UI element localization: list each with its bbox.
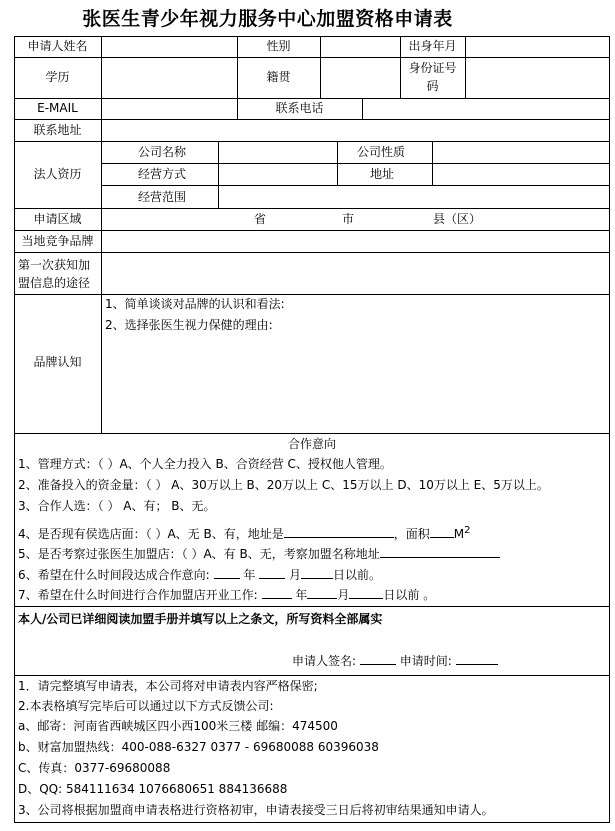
note-line: D、QQ: 584111634 1076680651 884136688	[18, 782, 288, 796]
note-line: a、邮寄：河南省西峡城区四小西100米三楼 邮编：474500	[18, 719, 338, 733]
county-label: 县（区）	[433, 212, 482, 226]
brand-question-2: 2、选择张医生视力保健的理由:	[105, 318, 273, 332]
intent-question-5-text: 5、是否考察过张医生加盟店：（ ）A、有 B、无，考察加盟名称地址	[18, 547, 380, 561]
company-nature-label: 公司性质	[357, 145, 406, 159]
row-divider	[14, 141, 610, 142]
note-line: C、传真：0377-69680088	[18, 761, 171, 775]
email-label: E-MAIL	[37, 101, 78, 115]
competitor-label: 当地竞争品牌	[21, 234, 94, 248]
intent-question-4-area: ，面积	[393, 527, 430, 541]
note-line: b、财富加盟热线：400-088-6327 0377 - 69680088 60396038	[18, 740, 379, 754]
brand-question-1: 1、简单谈谈对品牌的认识和看法:	[105, 297, 285, 311]
intent-question-6	[18, 567, 381, 583]
city-label: 市	[342, 212, 355, 226]
signature-label: 申请人签名:	[292, 654, 357, 668]
id-number-label: 身份证号	[408, 61, 457, 75]
region-label: 申请区域	[33, 212, 82, 226]
application-time-label: 申请时间:	[399, 654, 452, 668]
col-divider	[101, 36, 102, 433]
row-divider	[14, 294, 610, 295]
company-name-label: 公司名称	[138, 145, 187, 159]
q6-day-blank[interactable]	[301, 567, 333, 579]
address-label: 联系地址	[33, 123, 82, 137]
gender-label: 性别	[266, 39, 291, 53]
intent-question-7	[18, 587, 435, 603]
row-divider	[14, 57, 610, 58]
operation-mode-label: 经营方式	[138, 167, 187, 181]
q7-day-blank[interactable]	[349, 587, 383, 599]
education-label: 学历	[45, 70, 70, 84]
q6-month-label: 月	[289, 568, 302, 582]
province-label: 省	[254, 212, 267, 226]
intent-header: 合作意向	[287, 437, 336, 451]
area-unit-exponent: 2	[464, 525, 471, 536]
col-divider	[432, 141, 433, 185]
q7-year-label: 年	[295, 588, 308, 602]
row-divider	[14, 119, 610, 120]
location-label: 地址	[370, 167, 395, 181]
application-time-blank[interactable]	[456, 653, 498, 665]
intent-question-6-text: 6、希望在什么时间段达成合作意向:	[18, 568, 210, 582]
q7-day-label: 日以前 。	[383, 588, 436, 602]
col-divider	[218, 141, 219, 208]
legal-person-label: 法人资历	[33, 167, 82, 181]
intent-question-1: 1、管理方式：（ ）A、个人全力投入 B、合资经营 C、授权他人管理。	[18, 457, 392, 471]
name-label: 申请人姓名	[27, 39, 88, 53]
q6-year-label: 年	[243, 568, 256, 582]
area-unit: M	[453, 527, 465, 541]
q6-day-label: 日以前。	[333, 568, 382, 582]
q7-month-label: 月	[337, 588, 350, 602]
q6-year-blank[interactable]	[214, 567, 240, 579]
signature-blank[interactable]	[360, 653, 396, 665]
row-divider	[14, 433, 610, 434]
q7-year-blank[interactable]	[262, 587, 292, 599]
area-blank[interactable]	[430, 526, 454, 538]
col-divider	[320, 36, 321, 98]
intent-question-4-text: 4、是否现有侯选店面：（ ）A、无 B、有，地址是	[18, 527, 284, 541]
visited-store-blank[interactable]	[380, 546, 500, 558]
page-title: 张医生青少年视力服务中心加盟资格申请表	[82, 8, 453, 30]
id-number-label-2: 码	[426, 79, 439, 93]
row-divider	[14, 208, 610, 209]
intent-question-2: 2、准备投入的资金量：（ ） A、30万以上 B、20万以上 C、15万以上 D、10万以上 E、5万以上。	[18, 478, 549, 492]
declaration-text: 本人/公司已详细阅读加盟手册并填写以上之条文，所写资料全部属实	[18, 612, 383, 626]
intent-question-7-text: 7、希望在什么时间进行合作加盟店开业工作:	[18, 588, 258, 602]
row-divider	[14, 98, 610, 99]
phone-label: 联系电话	[275, 101, 324, 115]
intent-question-4	[18, 523, 470, 542]
q6-month-blank[interactable]	[259, 567, 285, 579]
note-line: 1．请完整填写申请表，本公司将对申请表内容严格保密;	[18, 679, 318, 693]
business-scope-label: 经营范围	[138, 190, 187, 204]
col-divider	[362, 98, 363, 119]
row-divider	[101, 163, 610, 164]
row-divider	[14, 252, 610, 253]
col-divider	[337, 141, 338, 185]
row-divider	[101, 185, 610, 186]
native-place-label: 籍贯	[266, 70, 291, 84]
note-line: 2.本表格填写完毕后可以通过以下方式反馈公司:	[18, 699, 274, 713]
address-blank[interactable]	[284, 526, 394, 538]
intent-question-3: 3、合作人选：（ ） A、有； B、无。	[18, 499, 216, 513]
note-line: 3、公司将根据加盟商申请表格进行资格初审，申请表接受三日后将初审结果通知申请人。	[18, 803, 494, 817]
first-learn-label: 第一次获知加盟信息的途径	[18, 258, 91, 290]
brand-awareness-label: 品牌认知	[33, 355, 82, 369]
signature-row	[292, 653, 498, 669]
row-divider	[14, 230, 610, 231]
col-divider	[465, 36, 466, 98]
row-divider	[14, 675, 610, 676]
q7-month-blank[interactable]	[307, 587, 337, 599]
row-divider	[14, 606, 610, 607]
intent-question-5	[18, 546, 500, 562]
birth-label: 出身年月	[408, 39, 457, 53]
